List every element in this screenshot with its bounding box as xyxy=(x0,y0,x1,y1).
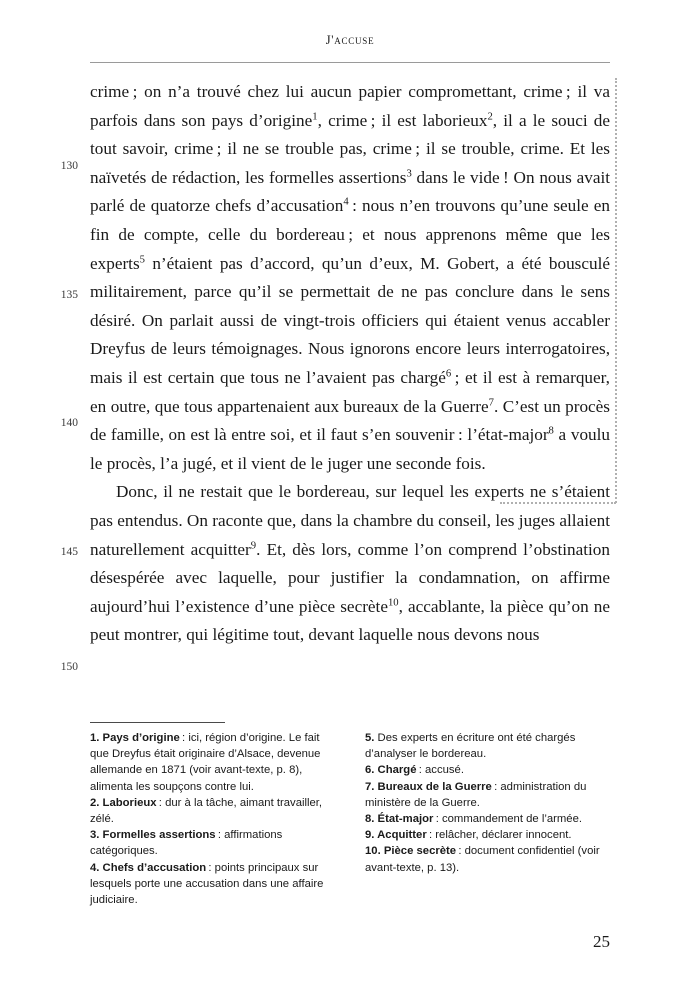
line-number: 130 xyxy=(60,160,78,172)
header-rule xyxy=(90,62,610,63)
line-number: 150 xyxy=(60,661,78,673)
footnote: 10. Pièce secrète : document confidentiel (voir avant-texte, p. 13). xyxy=(365,845,600,874)
footnote: 3. Formelles assertions : affirmations catégoriques. xyxy=(90,829,283,858)
footnote: 5. Des experts en écriture ont été chargés d’analyser le bordereau. xyxy=(365,732,576,761)
page-number: 25 xyxy=(593,932,610,951)
footnote-column-right xyxy=(365,730,610,908)
body-text xyxy=(90,78,610,650)
line-number: 140 xyxy=(60,417,78,429)
running-head-title: J'accuse xyxy=(325,33,375,47)
footnote: 9. Acquitter : relâcher, déclarer innocent. xyxy=(365,829,572,842)
line-number: 145 xyxy=(60,546,78,558)
paragraph: crime ; on n’a trouvé chez lui aucun papier compromettant, crime ; il va parfois dans son pays d’origine$^1$, crime ; il est laborieux$^2$, il a le souci de tout savoir, crime ; il ne se trouble pas, crime ; il se trouble, crime. Et les naïvetés de rédaction, les formelles assertions$^3$ dans le vide ! On nous avait parlé de quatorze chefs d’accusation$^4$ : nous n’en trouvons qu’une seule en fin de compte, celle du bordereau ; et nous apprenons même que les experts$^5$ n’étaient pas d’accord, qu’un d’eux, M. Gobert, a été bousculé militairement, parce qu’il se permettait de ne pas conclure dans le sens désiré. On parlait aussi de vingt-trois officiers qui étaient venus accabler Dreyfus de leurs témoignages. Nous ignorons encore leurs interrogatoires, mais il est certain que tous ne l’avaient pas chargé$^6$ ; et il est à remarquer, en outre, que tous appartenaient aux bureaux de la Guerre$^7$. C’est un procès de famille, on est là entre soi, et il faut s’en souvenir : l’état-major$^8$ a voulu le procès, l’a jugé, et il vient de le juger une seconde fois. xyxy=(90,82,611,473)
footnote: 8. État-major : commandement de l’armée. xyxy=(365,813,582,826)
footnote-column-left xyxy=(90,730,335,908)
footnote: 6. Chargé : accusé. xyxy=(365,764,464,777)
running-head xyxy=(90,33,610,48)
footnotes xyxy=(90,730,610,908)
footnote: 1. Pays d’origine : ici, région d’origine. Le fait que Dreyfus était originaire d’Alsace, devenue allemande en 1871 (voir avant-texte, p. 8), alimenta les soupçons contre lui. xyxy=(90,732,321,793)
dotted-border-right xyxy=(615,78,617,503)
footnote: 2. Laborieux : dur à la tâche, aimant travailler, zélé. xyxy=(90,796,323,826)
footnote: 4. Chefs d’accusation : points principaux sur lesquels porte une accusation dans une affaire judiciaire. xyxy=(90,861,324,907)
paragraph: Donc, il ne restait que le bordereau, sur lequel les experts ne s’étaient pas entendus. On raconte que, dans la chambre du conseil, les juges allaient naturellement acquitter$^9$. Et, dès lors, comme l’on comprend l’obstination désespérée avec laquelle, pour justifier la condamnation, on affirme aujourd’hui l’existence d’une pièce secrète$^{10}$, accablante, la pièce qu’on ne peut montrer, qui légitime tout, devant laquelle nous devons nous xyxy=(90,482,610,645)
footnote-rule xyxy=(90,722,225,723)
line-number: 135 xyxy=(60,289,78,301)
footnote: 7. Bureaux de la Guerre : administration du ministère de la Guerre. xyxy=(365,780,587,809)
